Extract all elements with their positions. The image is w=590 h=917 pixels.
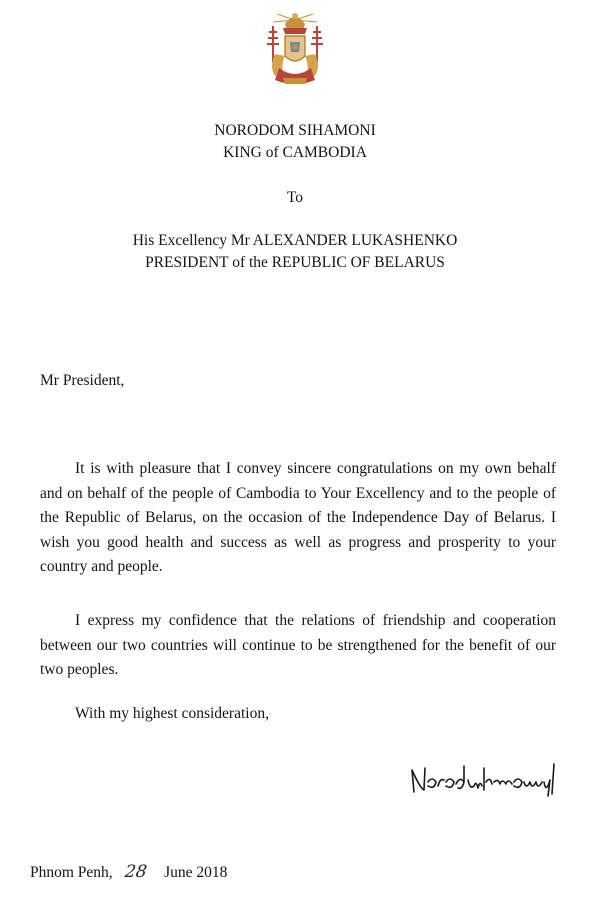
date-place: Phnom Penh, [30,864,113,881]
sender-name: NORODOM SIHAMONI [214,122,376,139]
body-paragraph-2: I express my confidence that the relations of friendship and cooperation between our two countries will continue to be strengthened for the benefit of our two peoples. [40,612,556,678]
date-day-handwritten: 28 [123,862,148,882]
salutation: Mr President, [40,372,125,389]
body-paragraph-1: It is with pleasure that I convey sincere congratulations on my own behalf and on behalf of the people of Cambodia to Your Excellency and to the people of the Republic of Belarus, on the occasion of the Independence Day of Belarus. I wish you good health and success as well as progress and prosperity to your country and people. [40,460,556,575]
royal-coat-of-arms-icon [261,10,329,86]
sender-title: KING of CAMBODIA [223,144,367,161]
recipient-title: PRESIDENT of the REPUBLIC OF BELARUS [145,254,445,271]
handwritten-signature [408,760,560,798]
date-month-year: June 2018 [164,864,228,881]
date-line [30,862,227,882]
recipient-name: His Excellency Mr ALEXANDER LUKASHENKO [132,232,458,249]
to-label: To [286,189,304,206]
closing-line: With my highest consideration, [75,705,269,722]
